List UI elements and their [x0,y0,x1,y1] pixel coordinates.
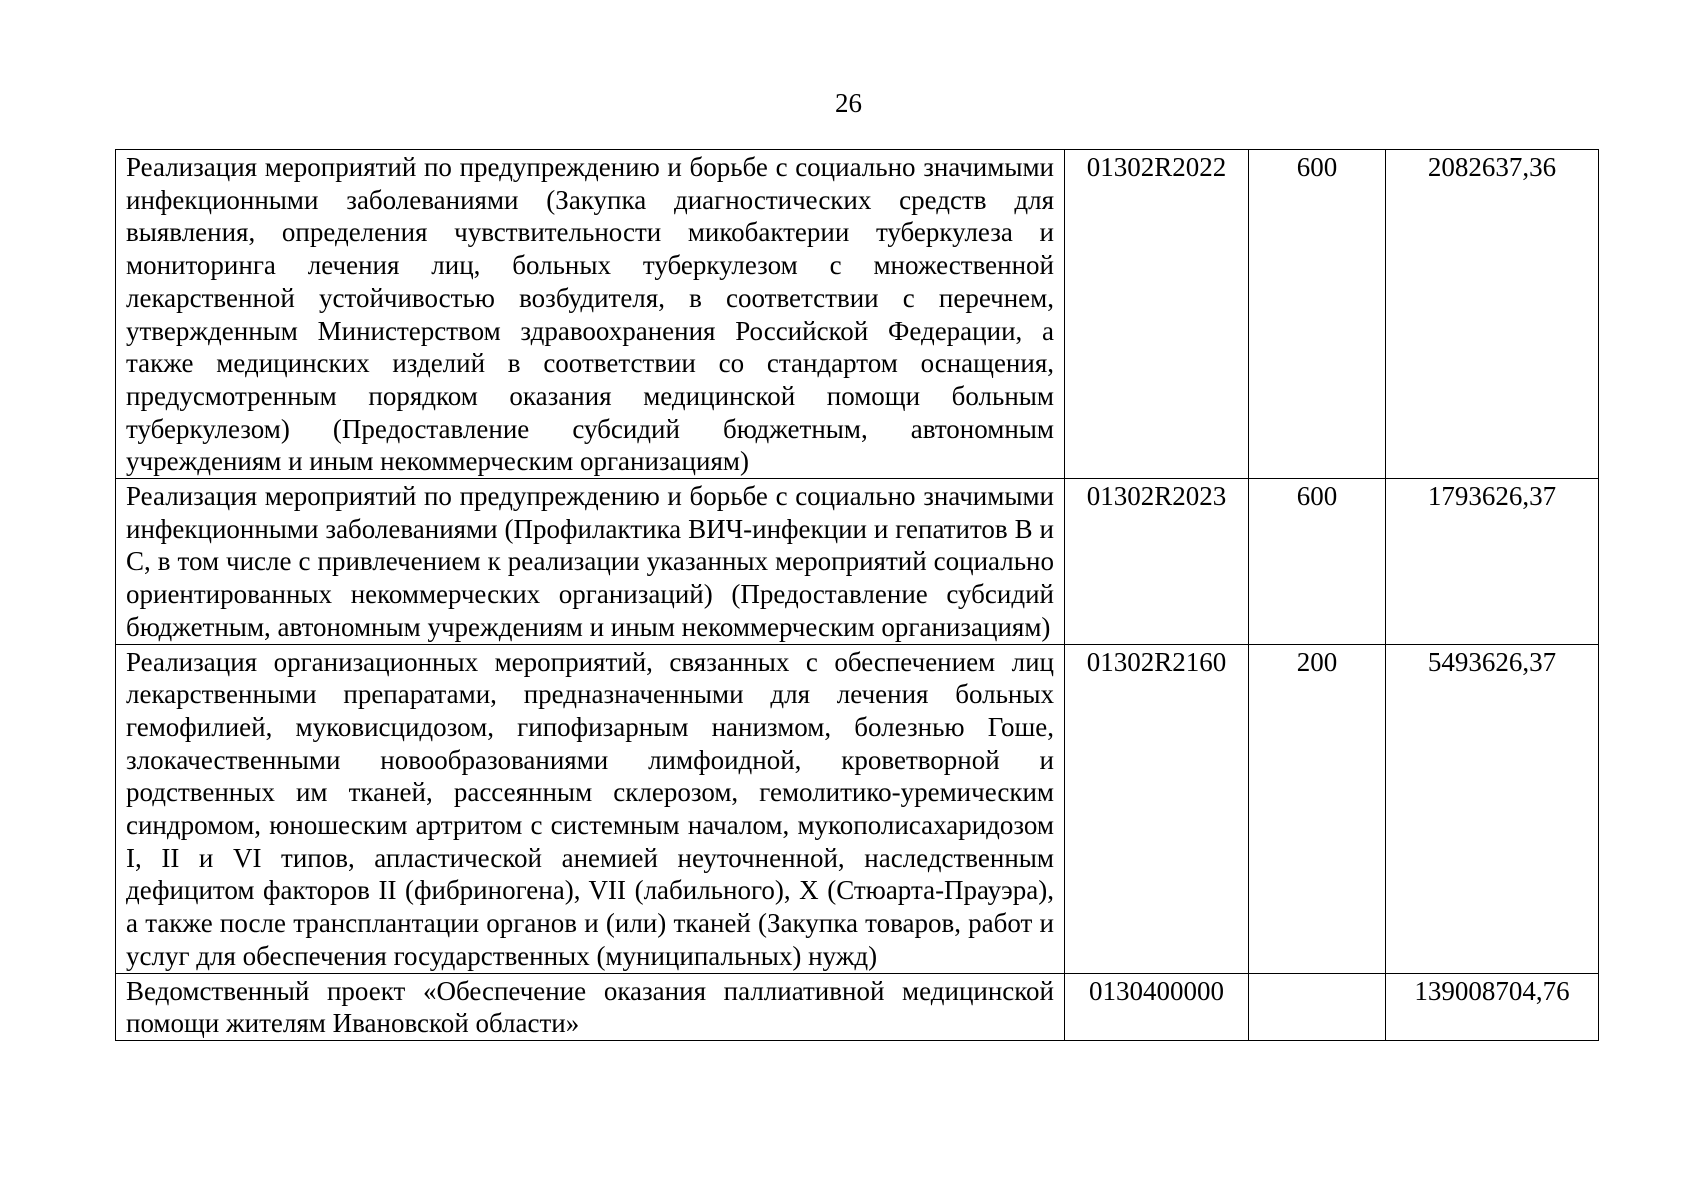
row-target-code: 01302R2022 [1065,150,1249,479]
row-amount: 1793626,37 [1386,479,1599,645]
budget-table [115,149,1599,1041]
row-expense-type: 200 [1249,644,1386,973]
row-amount: 2082637,36 [1386,150,1599,479]
row-target-code: 0130400000 [1065,973,1249,1040]
row-expense-type [1249,973,1386,1040]
row-expense-type: 600 [1249,479,1386,645]
table-row [116,150,1599,479]
table-row [116,644,1599,973]
row-description: Реализация организационных мероприятий, связанных с обеспечением лиц лекарственными препаратами, предназначенными для лечения больных гемофилией, муковисцидозом, гипофизарным нанизмом, болезнью Гоше, злокачественными новообразованиями лимфоидной, кроветворной и родственных им тканей, рассеянным склерозом, гемолитико-уремическим синдромом, юношеским артритом с системным началом, мукополисахаридозом I, II и VI типов, апластической анемией неуточненной, наследственным дефицитом факторов II (фибриногена), VII (лабильного), X (Стюарта-Прауэра), а также после трансплантации органов и (или) тканей (Закупка товаров, работ и услуг для обеспечения государственных (муниципальных) нужд) [116,644,1065,973]
row-description: Реализация мероприятий по предупреждению и борьбе с социально значимыми инфекционными заболеваниями (Закупка диагностических средств для выявления, определения чувствительности микобактерии туберкулеза и мониторинга лечения лиц, больных туберкулезом с множественной лекарственной устойчивостью возбудителя, в соответствии с перечнем, утвержденным Министерством здравоохранения Российской Федерации, а также медицинских изделий в соответствии со стандартом оснащения, предусмотренным порядком оказания медицинской помощи больным туберкулезом) (Предоставление субсидий бюджетным, автономным учреждениям и иным некоммерческим организациям) [116,150,1065,479]
table-row [116,479,1599,645]
row-description: Реализация мероприятий по предупреждению и борьбе с социально значимыми инфекционными заболеваниями (Профилактика ВИЧ-инфекции и гепатитов B и C, в том числе с привлечением к реализации указанных мероприятий социально ориентированных некоммерческих организаций) (Предоставление субсидий бюджетным, автономным учреждениям и иным некоммерческим организациям) [116,479,1065,645]
page-number: 26 [835,88,862,118]
row-target-code: 01302R2160 [1065,644,1249,973]
row-amount: 139008704,76 [1386,973,1599,1040]
row-expense-type: 600 [1249,150,1386,479]
row-target-code: 01302R2023 [1065,479,1249,645]
row-amount: 5493626,37 [1386,644,1599,973]
table-row [116,973,1599,1040]
row-description: Ведомственный проект «Обеспечение оказания паллиативной медицинской помощи жителям Ивановской области» [116,973,1065,1040]
